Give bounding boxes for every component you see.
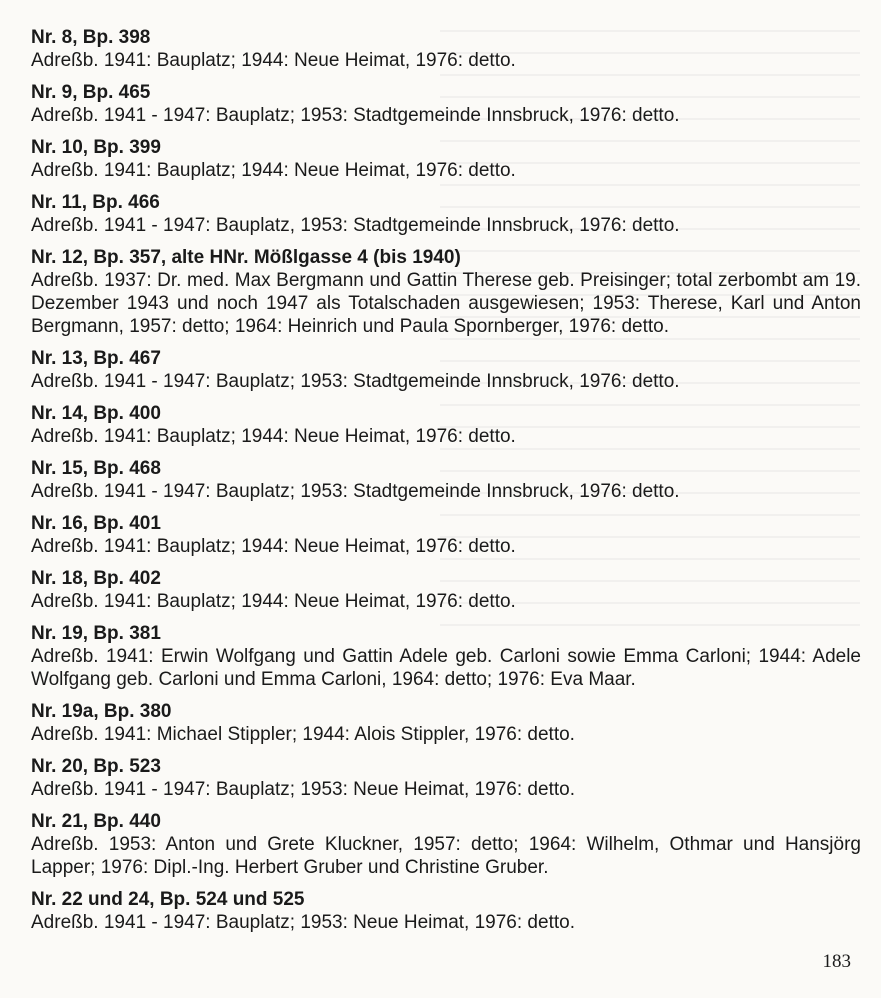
entry-nr-12 [31,246,861,338]
entry-heading: Nr. 16, Bp. 401 [31,513,161,534]
entry-nr-18 [31,567,861,613]
entry-heading: Nr. 10, Bp. 399 [31,137,161,158]
entry-heading: Nr. 12, Bp. 357, alte HNr. Mößlgasse 4 (bis 1940) [31,247,461,268]
entry-body: Adreßb. 1941 - 1947: Bauplatz; 1953: Neue Heimat, 1976: detto. [31,779,575,800]
entry-heading: Nr. 13, Bp. 467 [31,348,161,369]
entry-heading: Nr. 19a, Bp. 380 [31,701,172,722]
entry-body: Adreßb. 1941: Bauplatz; 1944: Neue Heimat, 1976: detto. [31,426,516,447]
entry-nr-21 [31,810,861,879]
entry-body: Adreßb. 1941 - 1947: Bauplatz, 1953: Stadtgemeinde Innsbruck, 1976: detto. [31,215,680,236]
entry-body: Adreßb. 1941 - 1947: Bauplatz; 1953: Stadtgemeinde Innsbruck, 1976: detto. [31,371,680,392]
entry-nr-15 [31,457,861,503]
entry-nr-16 [31,512,861,558]
entry-body: Adreßb. 1941: Bauplatz; 1944: Neue Heimat, 1976: detto. [31,50,516,71]
entry-body: Adreßb. 1941: Erwin Wolfgang und Gattin Adele geb. Carloni sowie Emma Carloni; 1944: Adele Wolfgang geb. Carloni und Emma Carloni, 1964: detto; 1976: Eva Maar. [31,646,861,690]
entry-heading: Nr. 9, Bp. 465 [31,82,151,103]
document-page [31,26,861,943]
entry-body: Adreßb. 1941: Bauplatz; 1944: Neue Heimat, 1976: detto. [31,591,516,612]
entry-nr-8 [31,26,861,72]
entry-nr-11 [31,191,861,237]
entry-nr-19 [31,622,861,691]
entry-nr-9 [31,81,861,127]
entry-body: Adreßb. 1941 - 1947: Bauplatz; 1953: Neue Heimat, 1976: detto. [31,912,575,933]
entry-nr-14 [31,402,861,448]
entry-heading: Nr. 22 und 24, Bp. 524 und 525 [31,889,305,910]
entry-body: Adreßb. 1941 - 1947: Bauplatz; 1953: Stadtgemeinde Innsbruck, 1976: detto. [31,481,680,502]
entry-nr-22-24 [31,888,861,934]
entry-heading: Nr. 11, Bp. 466 [31,192,160,213]
entry-heading: Nr. 19, Bp. 381 [31,623,161,644]
entry-body: Adreßb. 1953: Anton und Grete Kluckner, 1957: detto; 1964: Wilhelm, Othmar und Hansjörg Lapper; 1976: Dipl.-Ing. Herbert Gruber und Christine Gruber. [31,834,861,878]
entry-heading: Nr. 18, Bp. 402 [31,568,161,589]
entry-body: Adreßb. 1941: Bauplatz; 1944: Neue Heimat, 1976: detto. [31,160,516,181]
entry-heading: Nr. 20, Bp. 523 [31,756,161,777]
entry-nr-13 [31,347,861,393]
entry-nr-10 [31,136,861,182]
page-number: 183 [822,951,851,972]
entry-body: Adreßb. 1941: Bauplatz; 1944: Neue Heimat, 1976: detto. [31,536,516,557]
entry-body: Adreßb. 1941: Michael Stippler; 1944: Alois Stippler, 1976: detto. [31,724,575,745]
entry-nr-19a [31,700,861,746]
entry-heading: Nr. 21, Bp. 440 [31,811,161,832]
entry-body: Adreßb. 1937: Dr. med. Max Bergmann und Gattin Therese geb. Preisinger; total zerbombt am 19. Dezember 1943 und noch 1947 als Totalschaden ausgewiesen; 1953: Therese, Karl und Anton Bergmann, 1957: detto; 1964: Heinrich und Paula Spornberger, 1976: detto. [31,270,861,337]
entry-heading: Nr. 14, Bp. 400 [31,403,161,424]
entry-nr-20 [31,755,861,801]
entry-heading: Nr. 8, Bp. 398 [31,27,151,48]
entry-heading: Nr. 15, Bp. 468 [31,458,161,479]
entry-body: Adreßb. 1941 - 1947: Bauplatz; 1953: Stadtgemeinde Innsbruck, 1976: detto. [31,105,680,126]
